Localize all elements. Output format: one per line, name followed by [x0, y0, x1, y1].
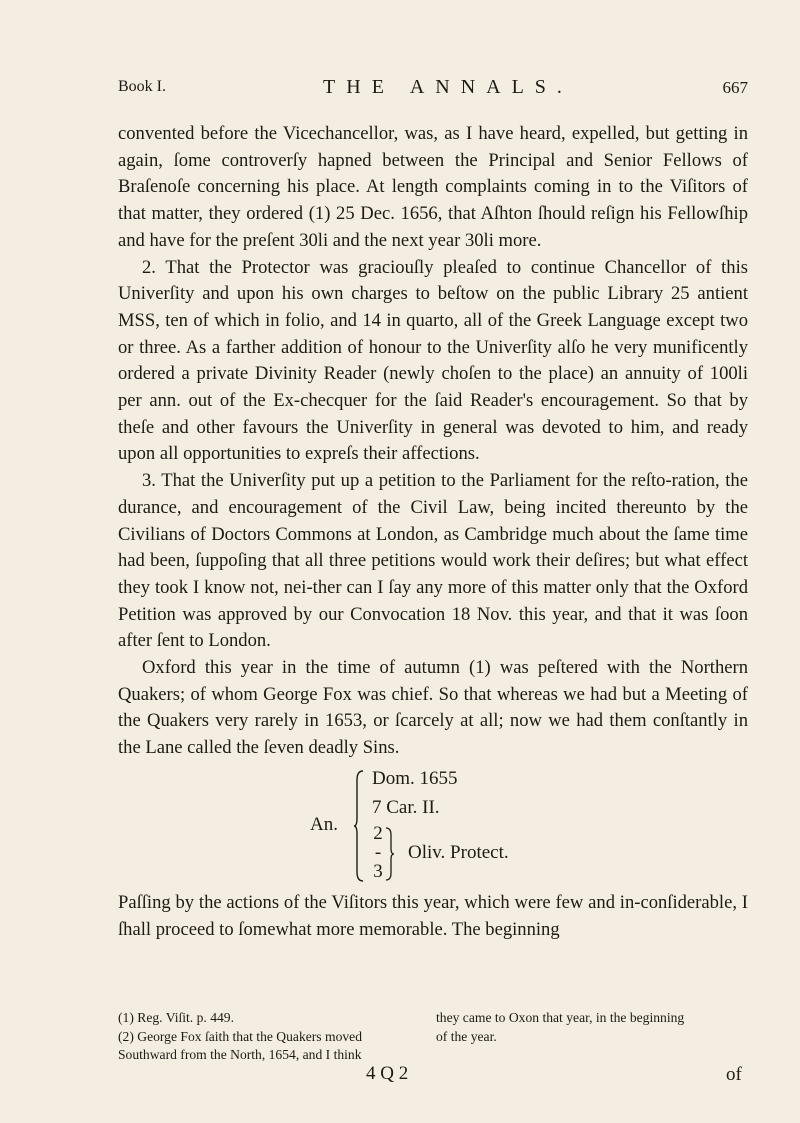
- fraction-bottom: 3: [373, 860, 383, 882]
- footnote-line: (1) Reg. Viſit. p. 449.: [118, 1010, 234, 1025]
- paragraph-3: 3. That the Univerſity put up a petition to the Parliament for the reſto-ration, the durance, and encouragement of the Civil Law, being incited thereunto by the Civilians of Doctors Commons at London, as Cambridge much about the ſame time had been, ſuppoſing that all three petitions would work their deſires; but what effect they took I know not, nei-ther can I ſay any more of this matter only that the Oxford Petition was approved by our Convocation 18 Nov. this year, and that it was ſoon after ſent to London.: [118, 470, 748, 652]
- paragraph-2: 2. That the Protector was graciouſly pleaſed to continue Chancellor of this Univerſity and upon his own charges to beſtow on the public Library 25 antient MSS, ten of which in folio, and 14 in quarto, all of the Greek Language except two or three. As a farther addition of honour to the Univerſity alſo he very munificently ordered a private Divinity Reader (newly choſen to the place) an annuity of 100li per ann. out of the Ex-checquer for the ſaid Reader's encouragement. So that by theſe and other favours the Univerſity in general was devoted to him, and ready upon all opportunities to expreſs their affections.: [118, 256, 748, 465]
- car-year: 7 Car. II.: [372, 796, 440, 818]
- page-number: 667: [722, 78, 748, 97]
- footnote-line: they came to Oxon that year, in the beginning: [436, 1010, 685, 1025]
- oliv-protect: Oliv. Protect.: [408, 841, 509, 863]
- running-title: THE ANNALS.: [323, 76, 573, 98]
- book-label: Book I.: [118, 78, 166, 95]
- left-brace-icon: [354, 770, 364, 882]
- right-brace-icon: [386, 827, 394, 881]
- footnote-line: of the year.: [436, 1028, 497, 1044]
- anno-label: An.: [310, 813, 338, 835]
- footnote-line: (2) George Fox ſaith that the Quakers moved: [118, 1028, 362, 1044]
- closing-paragraph: Paſſing by the actions of the Viſitors this year, which were few and in-conſiderable, I ſhall proceed to ſomewhat more memorable. The beginning: [118, 891, 748, 940]
- fraction-top: 2: [373, 822, 383, 844]
- signature-mark: 4 Q 2: [366, 1063, 409, 1084]
- dom-year: Dom. 1655: [372, 767, 458, 789]
- oliv-fraction: [371, 824, 385, 881]
- catchword: of: [726, 1064, 742, 1085]
- paragraph-1: convented before the Vicechancellor, was, as I have heard, expelled, but getting in again, ſome controverſy hapned between the Principal and Senior Fellows of Braſenoſe concerning his place. At length complaints coming in to the Viſitors of that matter, they ordered (1) 25 Dec. 1656, that Aſhton ſhould reſign his Fellowſhip and have for the preſent 30li and the next year 30li more.: [118, 123, 748, 251]
- main-text: [118, 121, 748, 943]
- paragraph-4: Oxford this year in the time of autumn (1) was peſtered with the Northern Quakers; of whom George Fox was chief. So that whereas we had but a Meeting of the Quakers very rarely in 1653, or ſcarcely at all; now we had them conſtantly in the Lane called the ſeven deadly Sins.: [118, 657, 748, 759]
- fraction-dash: -: [374, 841, 382, 863]
- footnotes-left-column: [118, 1009, 418, 1065]
- running-header: [118, 76, 748, 102]
- footnote-line: Southward from the North, 1654, and I think: [118, 1047, 362, 1062]
- footnotes-right-column: [436, 1009, 748, 1046]
- year-marginal-note: [118, 762, 748, 890]
